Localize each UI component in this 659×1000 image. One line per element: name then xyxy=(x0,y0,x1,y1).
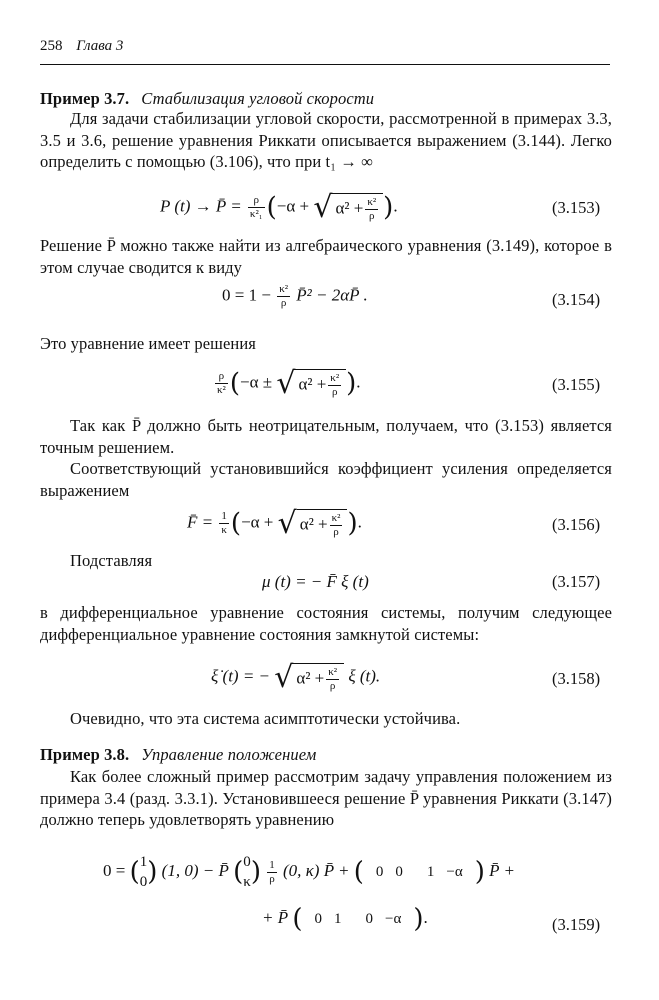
equation-number: (3.158) xyxy=(552,669,601,688)
eq-text: 0 = 1 − xyxy=(222,285,271,305)
equation-number: (3.155) xyxy=(552,375,601,394)
mat-entry: 1 xyxy=(426,864,435,880)
frac-num: κ² xyxy=(279,283,289,295)
running-header xyxy=(40,38,123,55)
frac-num: κ² xyxy=(328,665,338,678)
vec-entry: 0 xyxy=(243,854,251,870)
example-3-7-heading xyxy=(40,88,612,110)
paren: ( xyxy=(353,857,364,887)
frac-num: 1 xyxy=(269,858,275,871)
fraction xyxy=(328,372,341,399)
example-3-8-heading xyxy=(40,744,612,766)
square-root: √ α² + $\frac{\text{κ²}}{\rho}$ xyxy=(276,366,346,401)
paren: ( xyxy=(230,508,242,539)
equation-number: (3.154) xyxy=(552,290,601,309)
paragraph: Как более сложный пример рассмотрим задачу управления положением из примера 3.4 (разд. 3.3.1). Установившееся решение P̄ уравнения Риккати (3.147) должно теперь удовлетворять уравнению xyxy=(40,767,612,830)
frac-den: κ²₁ xyxy=(249,208,263,220)
eq-text: F̄ = xyxy=(187,512,214,532)
fraction xyxy=(365,196,378,223)
mat-entry: 0 xyxy=(365,911,374,927)
equation-3-153: P (t) → P̄ = $\frac{\rho}{\text{κ²₁}}$ (−α + √ α² + $\frac{\text{κ²}}{\rho}$ ). xyxy=(160,190,398,225)
paren: ( xyxy=(229,368,240,399)
frac-num: κ² xyxy=(330,371,340,384)
paragraph: Очевидно, что эта система асимптотически устойчива. xyxy=(70,709,461,728)
mat-entry: 0 xyxy=(375,864,384,880)
vec-entry: 1 xyxy=(139,854,148,870)
paren: ( xyxy=(233,857,244,887)
frac-num: ρ xyxy=(215,370,228,384)
eq-text: P̄ + xyxy=(489,860,515,880)
frac-den: ρ xyxy=(331,385,338,398)
frac-den: ρ xyxy=(280,297,287,309)
example-title: Стабилизация угловой скорости xyxy=(141,89,375,108)
paren: ) xyxy=(474,857,485,887)
fraction xyxy=(219,510,229,537)
mat-entry: −α xyxy=(446,864,463,880)
equation-number: (3.156) xyxy=(552,515,601,534)
eq-text: (0, κ) P̄ + xyxy=(282,860,350,880)
vec-entry: κ xyxy=(243,874,251,890)
paren: ) xyxy=(346,368,357,399)
fraction xyxy=(248,194,265,221)
eq-text: ξ (t). xyxy=(348,666,381,686)
frac-num: 1 xyxy=(219,510,229,524)
vec-entry: 0 xyxy=(139,874,148,890)
fraction xyxy=(267,859,277,886)
equation-number: (3.157) xyxy=(552,572,601,591)
eq-text: α² + xyxy=(298,373,327,393)
mat-entry: 1 xyxy=(334,911,342,927)
frac-den: ρ xyxy=(329,679,336,692)
matrix xyxy=(364,862,475,882)
square-root: √ α² + $\frac{\text{κ²}}{\rho}$ xyxy=(274,660,344,695)
paren: ( xyxy=(129,857,140,887)
fraction xyxy=(215,370,228,397)
frac-num: ρ xyxy=(248,194,265,208)
eq-text: −α + xyxy=(241,512,274,532)
square-root: √ α² + $\frac{\text{κ²}}{\rho}$ xyxy=(278,506,348,541)
example-label: Пример 3.8. xyxy=(40,745,130,764)
equation-3-159-line-1 xyxy=(103,852,515,892)
frac-den: ρ xyxy=(269,872,275,885)
paragraph: Решение P̄ можно также найти из алгебраического уравнения (3.149), которое в этом случае сводится к виду xyxy=(40,236,612,277)
chapter-title: Глава 3 xyxy=(76,38,124,54)
eq-text: P (t) → P̄ = xyxy=(160,196,242,216)
equation-3-155: $\frac{\rho}{\text{κ²}}$ (−α ± √ α² + $\frac{\text{κ²}}{\rho}$ ). xyxy=(217,366,361,401)
eq-text: α² + xyxy=(335,197,364,217)
fraction xyxy=(330,512,343,539)
frac-den: ρ xyxy=(333,525,339,538)
mat-entry: 0 xyxy=(395,864,403,880)
eq-text: P̄² − 2αP̄ . xyxy=(296,285,368,305)
header-rule xyxy=(40,64,610,65)
paren: ) xyxy=(347,508,358,539)
paren: ( xyxy=(266,192,277,223)
mat-entry: −α xyxy=(385,911,402,927)
equation-number: (3.153) xyxy=(552,198,601,217)
paragraph: Для задачи стабилизации угловой скорости, рассмотренной в примерах 3.3, 3.5 и 3.6, решение уравнения Риккати описывается выражением (3.144). Легко определить с помощью (3.106), что при t₁ → ∞ xyxy=(40,109,612,172)
frac-den: κ² xyxy=(217,384,226,396)
eq-text: . xyxy=(423,907,428,927)
equation-number: (3.159) xyxy=(552,915,601,934)
eq-text: 0 = xyxy=(103,860,126,880)
frac-den: κ xyxy=(221,524,227,536)
example-label: Пример 3.7. xyxy=(40,89,130,108)
paren: ( xyxy=(292,904,303,934)
frac-num: κ² xyxy=(331,511,341,524)
eq-text: −α ± xyxy=(240,372,273,392)
paren: ) xyxy=(147,857,158,887)
frac-den: ρ xyxy=(369,209,375,222)
fraction xyxy=(326,666,339,693)
page-number: 258 xyxy=(40,38,63,54)
paragraph: Это уравнение имеет решения xyxy=(40,334,256,353)
eq-text: (1, 0) − P̄ xyxy=(161,860,229,880)
mat-entry: 0 xyxy=(314,911,323,927)
paragraph: Так как P̄ должно быть неотрицательным, получаем, что (3.153) является точным решением. xyxy=(40,416,612,457)
paragraph: Соответствующий установившийся коэффициент усиления определяется выражением xyxy=(40,459,612,500)
paren: ) xyxy=(383,192,394,223)
paragraph: Подставляя xyxy=(70,551,153,570)
example-title: Управление положением xyxy=(141,745,317,764)
column-vector xyxy=(243,852,251,892)
equation-3-159-line-2 xyxy=(262,904,428,934)
equation-3-158 xyxy=(211,660,380,695)
eq-text: ξ̇ (t) = − xyxy=(211,666,271,686)
frac-num: κ² xyxy=(367,195,377,208)
eq-text: α² + xyxy=(299,513,328,533)
matrix xyxy=(303,909,414,929)
equation-3-157: μ (t) = − F̄ ξ (t) xyxy=(262,572,369,591)
fraction xyxy=(277,283,290,310)
equation-3-156: F̄ = $\frac{1}{\kappa}$ (−α + √ α² + $\frac{\text{κ²}}{\rho}$ ). xyxy=(187,506,362,541)
paragraph: в дифференциальное уравнение состояния системы, получим следующее дифференциальное уравнение состояния замкнутой системы: xyxy=(40,603,612,644)
eq-text: α² + xyxy=(296,667,325,687)
eq-text: + P̄ xyxy=(262,907,289,927)
paren: ) xyxy=(250,857,261,887)
equation-3-154 xyxy=(222,283,368,310)
eq-text: −α + xyxy=(276,196,310,216)
paren: ) xyxy=(413,904,424,934)
square-root: √ α² + $\frac{\text{κ²}}{\rho}$ xyxy=(313,190,383,225)
